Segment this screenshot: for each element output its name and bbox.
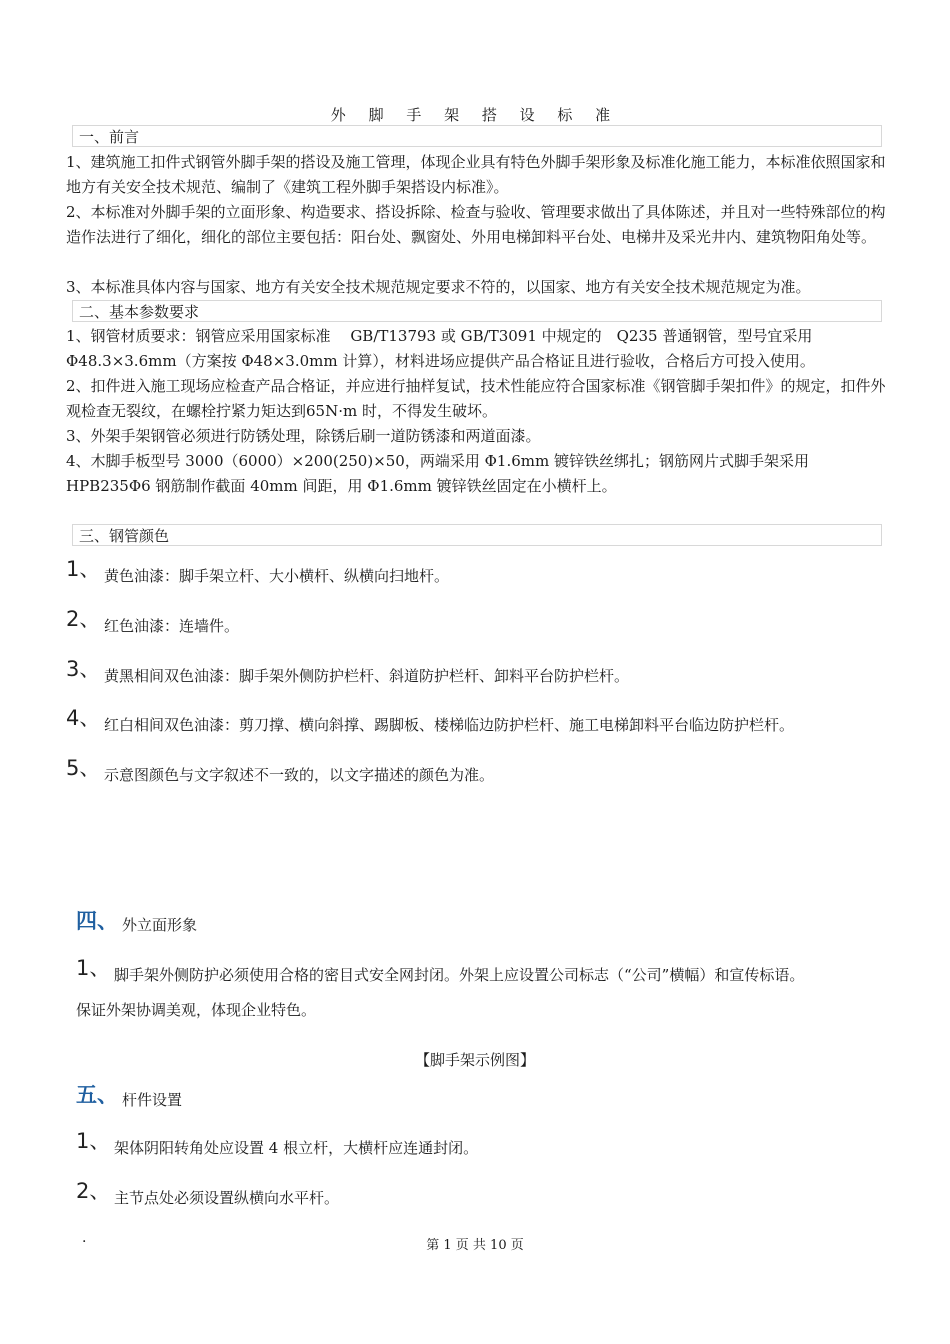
list-number: 3、 [66,657,101,681]
figure-caption: 【脚手架示例图】 [414,1051,535,1069]
list-item: 黄色油漆：脚手架立杆、大小横杆、纵横向扫地杆。 [104,567,450,585]
paragraph: 1、建筑施工扣件式钢管外脚手架的搭设及施工管理，体现企业具有特色外脚手架形象及标准化施工能力，本标准依照国家和地方有关安全技术规范、编制了《建筑工程外脚手架搭设内标准》。 [66,153,886,196]
list-number: 2、 [76,1179,111,1203]
paragraph: 3、本标准具体内容与国家、地方有关安全技术规范规定要求不符的，以国家、地方有关安全技术规范规定为准。 [66,278,811,296]
paragraph: 1、钢管材质要求：钢管应采用国家标准 GB/T13793 或 GB/T3091 中规定的 Q235 普通钢管，型号宜采用Φ48.3×3.6mm（方案按 Φ48×3.0mm 计算），材料进场应提供产品合格证且进行验收，合格后方可投入使用。 [66,327,815,370]
list-number: 2、 [66,607,101,631]
footer-dot: · [82,1234,87,1250]
section-heading-members: 杆件设置 [122,1091,183,1109]
section-heading-facade: 外立面形象 [122,916,198,934]
list-number: 1、 [66,557,101,581]
page-number: 第 1 页 共 10 页 [426,1238,524,1253]
paragraph: 3、外架手架钢管必须进行防锈处理，除锈后刷一道防锈漆和两道面漆。 [66,427,541,445]
section-heading-parameters: 二、基本参数要求 [72,300,882,322]
list-item: 红白相间双色油漆：剪刀撑、横向斜撑、踢脚板、楼梯临边防护栏杆、施工电梯卸料平台临边防护栏杆。 [104,716,795,734]
list-item: 示意图颜色与文字叙述不一致的，以文字描述的颜色为准。 [104,766,495,784]
paragraph: 2、本标准对外脚手架的立面形象、构造要求、搭设拆除、检查与验收、管理要求做出了具体陈述，并且对一些特殊部位的构造作法进行了细化，细化的部位主要包括：阳台处、飘窗处、外用电梯卸料平台处、电梯井及采光井内、建筑物阳角处等。 [66,203,886,246]
list-item: 黄黑相间双色油漆：脚手架外侧防护栏杆、斜道防护栏杆、卸料平台防护栏杆。 [104,667,630,685]
list-number: 5、 [66,756,101,780]
paragraph: 2、扣件进入施工现场应检查产品合格证，并应进行抽样复试，技术性能应符合国家标准《钢管脚手架扣件》的规定，扣件外观检查无裂纹，在螺栓拧紧力矩达到65N·m 时，不得发生破坏。 [66,377,886,420]
list-number: 1、 [76,1129,111,1153]
section-heading-preface: 一、前言 [72,125,882,147]
paragraph: 4、木脚手板型号 3000（6000）×200(250)×50，两端采用 Φ1.6mm 镀锌铁丝绑扎；钢筋网片式脚手架采用 HPB235Φ6 钢筋制作截面 40mm 间距，用 Φ1.6mm 镀锌铁丝固定在小横杆上。 [66,452,809,495]
list-item: 主节点处必须设置纵横向水平杆。 [114,1189,340,1207]
document-title: 外 脚 手 架 搭 设 标 准 [330,106,620,124]
list-item: 红色油漆：连墙件。 [104,617,240,635]
list-number: 4、 [66,706,101,730]
section-heading-pipe-colors: 三、钢管颜色 [72,524,882,546]
list-number: 1、 [76,956,111,980]
list-item-continuation: 保证外架协调美观，体现企业特色。 [76,1001,317,1019]
section-number-4: 四、 [76,909,118,933]
list-item: 架体阴阳转角处应设置 4 根立杆，大横杆应连通封闭。 [114,1139,479,1157]
list-item: 脚手架外侧防护必须使用合格的密目式安全网封闭。外架上应设置公司标志（“公司”横幅）和宣传标语。 [114,966,805,984]
section-number-5: 五、 [76,1083,118,1107]
